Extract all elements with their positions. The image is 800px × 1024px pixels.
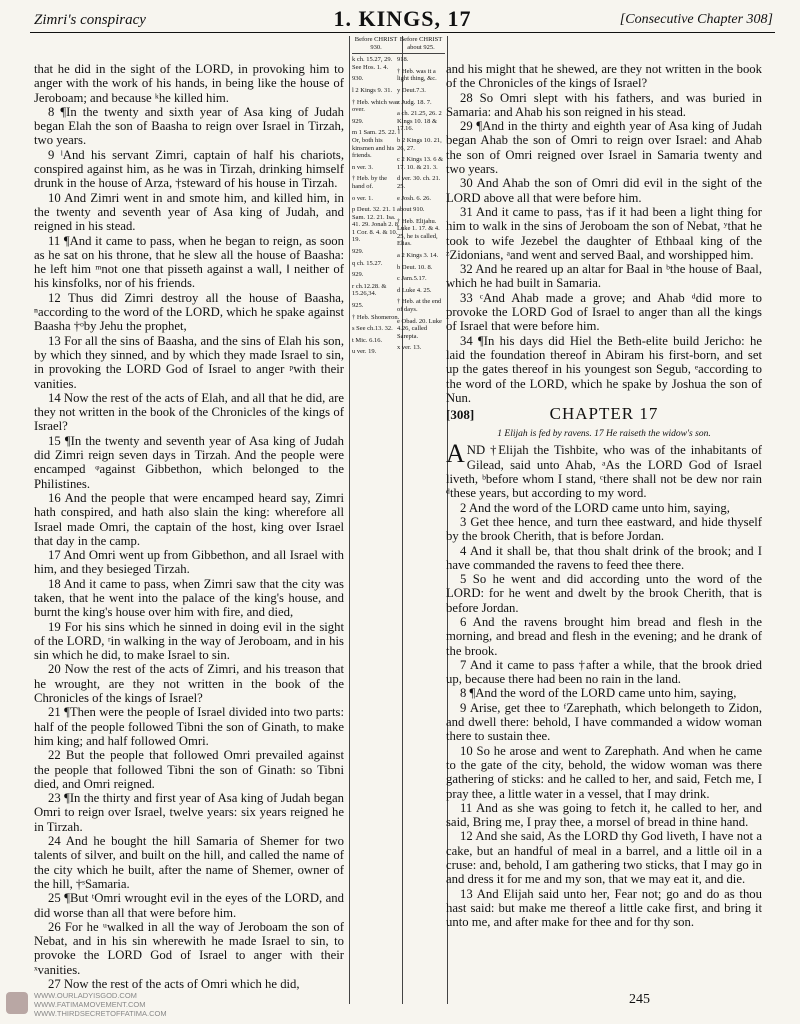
verse: 24 And he bought the hill Samaria of Shemer for two talents of silver, and built on the hill, and called the name of the city which he built, after the name of Shemer, owner of the hill, †ˢSamaria.: [34, 834, 344, 891]
verse: 30 And Ahab the son of Omri did evil in the sight of the LORD above all that were before him.: [446, 176, 762, 205]
margin-note: s See ch.13. 32.: [352, 325, 393, 333]
margin-note: a ch. 21.25, 26. 2 Kings 10. 18 & 17.16.: [397, 110, 442, 133]
margin-note: m 1 Sam. 25. 22. ‖ Or, both his kinsmen and his friends.: [352, 129, 400, 160]
margin-note: l 2 Kings 9. 31.: [352, 86, 393, 94]
chapter-summary: 1 Elijah is fed by ravens. 17 He raiseth the widow's son.: [497, 429, 711, 440]
verse: 27 Now the rest of the acts of Omri which he did,: [48, 977, 300, 991]
margin-note: p Deut. 32. 21. 1 Sam. 12. 21. Isa. 41. 29. Jonah 2. 8. 1 Cor. 8. 4. & 10. 19.: [352, 206, 400, 244]
header-right: [Consecutive Chapter 308]: [619, 12, 773, 27]
margin-note: † Heb. Shomeron.: [352, 313, 400, 321]
margin-note: 929.: [352, 271, 364, 279]
verse: 3 Get thee hence, and turn thee eastward, and hide thyself by the brook Cherith, that is before Jordan.: [446, 514, 762, 544]
verse: 10 So he arose and went to Zarephath. And when he came to the gate of the city, behold, the widow woman was there gathering of sticks: and he called to her, and said, Fetch me, I pray thee, a little water in a vessel, that I may drink.: [446, 743, 762, 801]
verse: 9 Arise, get thee to ᶠZarephath, which belongeth to Zidon, and dwell there: behold, I have commanded a widow woman there to sustain thee.: [446, 700, 762, 744]
right-margin-notes: [395, 36, 448, 1004]
verse: 4 And it shall be, that thou shalt drink of the brook; and I have commanded the ravens to feed thee there.: [446, 543, 762, 572]
verse: 18 And it came to pass, when Zimri saw that the city was taken, that he went into the palace of the king's house, and burnt the king's house over him with fire, and died,: [34, 576, 344, 620]
verse: 8 ¶And the word of the LORD came unto him, saying,: [460, 686, 737, 701]
verse: 13 And Elijah said unto her, Fear not; go and do as thou hast said: but make me thereof a little cake first, and bring it unto me, and after make for thee and for thy son.: [446, 886, 762, 930]
verse: and his might that he shewed, are they not written in the book of the Chronicles of the kings of Israel?: [446, 62, 762, 91]
margin-note: e Josh. 6. 26.: [397, 194, 431, 202]
margin-heading: Before CHRIST about 925.: [397, 36, 445, 54]
margin-note: t Mic. 6.16.: [352, 336, 383, 344]
verse: that he did in the sight of the LORD, in provoking him to anger with the work of his hands, in being like the house of Jeroboam; and because ᵏhe killed him.: [34, 62, 344, 105]
margin-note: z Judg. 18. 7.: [397, 98, 432, 106]
page-number: 245: [629, 992, 650, 1007]
margin-note: k ch. 15.27, 29. See Hos. 1. 4.: [352, 56, 393, 71]
chapter-title: CHAPTER 17: [549, 404, 659, 424]
verse: 5 So he went and did according unto the word of the LORD: for he went and dwelt by the brook Cherith, that is before Jordan.: [446, 572, 762, 615]
margin-note: c 2 Kings 13. 6 & 17. 10. & 21. 3.: [397, 156, 444, 171]
margin-heading: Before CHRIST 930.: [352, 36, 400, 54]
verse: 2 And the word of the LORD came unto him, saying,: [460, 500, 730, 515]
footer-url: WWW.THIRDSECRETOFFATIMA.COM: [34, 1009, 167, 1018]
margin-note: b Deut. 10. 8.: [397, 263, 433, 271]
verse: 22 But the people that followed Omri prevailed against the people that followed Tibni the son of Ginath: so Tibni died, and Omri reigned.: [34, 748, 344, 791]
verse: 34 ¶In his days did Hiel the Beth-elite build Jericho: he laid the foundation thereof in Abiram his first-born, and set up the gates thereof in his youngest son Segub, ᵉaccording to the word of the LORD, which he spake by Joshua the son of Nun.: [446, 333, 762, 405]
margin-note: u ver. 19.: [352, 348, 377, 356]
verse: 8 ¶In the twenty and sixth year of Asa king of Judah began Elah the son of Baasha to reign over Israel in Tirzah, two years.: [34, 104, 344, 148]
verse: 28 So Omri slept with his fathers, and was buried in Samaria: and Ahab his son reigned in his stead.: [446, 90, 762, 119]
header-left: Zimri's conspiracy: [34, 12, 146, 28]
logo-icon: [6, 992, 28, 1014]
margin-note: about 910.: [397, 206, 425, 214]
verse: 20 Now the rest of the acts of Zimri, and his treason that he wrought, are they not written in the book of the Chronicles of the kings of Israel?: [34, 662, 344, 706]
margin-note: 929.: [352, 248, 364, 256]
margin-note: † Heb. which was over.: [352, 98, 399, 114]
verse: 31 And it came to pass, †as if it had been a light thing for him to walk in the sins of Jeroboam the son of Nebat, ʸthat he took to wife Jezebel the daughter of Ethbaal king of the ᶻZidonians, ᵃand went and served Baal, and worshipped him.: [446, 204, 762, 262]
margin-note: † Heb. by the hand of.: [352, 175, 388, 190]
margin-note: † Heb. was it a light thing, &c.: [397, 67, 437, 83]
verse: 6 And the ravens brought him bread and flesh in the morning, and bread and flesh in the evening; and he drank of the brook.: [446, 614, 762, 658]
verse: 19 For his sins which he sinned in doing evil in the sight of the LORD, ʳin walking in the way of Jeroboam, and in his sin which he did, to make Israel to sin.: [34, 619, 344, 663]
margin-note: y Deut.7.3.: [397, 86, 426, 94]
footer-urls: [34, 991, 167, 1018]
margin-note: † Heb. at the end of days.: [397, 298, 442, 314]
verse: 14 Now the rest of the acts of Elah, and all that he did, are they not written in the book of the Chronicles of the kings of Israel?: [34, 390, 344, 434]
margin-note: o ver. 1.: [352, 194, 373, 202]
verse: 32 And he reared up an altar for Baal in ᵇthe house of Baal, which he had built in Samaria.: [446, 262, 762, 291]
margin-note: b 2 Kings 10. 21, 26, 27.: [397, 136, 442, 152]
verse: 29 ¶And in the thirty and eighth year of Asa king of Judah began Ahab the son of Omri to reign over Israel: and Ahab the son of Omri reigned over Israel in Samaria twenty and two years.: [446, 119, 762, 177]
verse: AND †Elijah the Tishbite, who was of the inhabitants of Gilead, said unto Ahab, ᵃAs the LORD God of Israel liveth, ᵇbefore whom I stand, ᶜthere shall not be dew nor rain ᵈthese years, but according to my word.: [446, 439, 762, 501]
margin-note: d Luke 4. 25.: [397, 286, 432, 294]
margin-note: † Heb. Elijahu. Luke 1. 17. & 4. 25, he is called, Elias.: [397, 217, 440, 248]
verse: 12 And she said, As the LORD thy God liveth, I have not a cake, but an handful of meal in a barrel, and a little oil in a cruse: and, behold, I am gathering two sticks, that I may go in and dress it for me and my son, that we may eat it, and die.: [446, 829, 762, 887]
chapter-heading: [446, 406, 762, 426]
chapter-number: [308]: [446, 407, 475, 423]
verse: 11 And as she was going to fetch it, he called to her, and said, Bring me, I pray thee, a morsel of bread in thine hand.: [446, 800, 762, 830]
footer-url: WWW.OURLADYISGOD.COM: [34, 991, 137, 1000]
margin-note: x ver. 13.: [397, 344, 422, 352]
margin-note: q ch. 15.27.: [352, 259, 383, 267]
verse: 23 ¶In the thirty and first year of Asa king of Judah began Omri to reign over Israel, twelve years: six years reigned he in Tirzah.: [34, 791, 344, 834]
margin-note: 925.: [352, 302, 364, 310]
verse: 33 ᶜAnd Ahab made a grove; and Ahab ᵈdid more to provoke the LORD God of Israel to anger than all the kings of Israel that were before him.: [446, 290, 762, 334]
margin-note: r ch.12.28. & 15.26,34.: [352, 282, 387, 298]
margin-note: 930.: [352, 75, 364, 83]
page-header: [30, 6, 775, 33]
footer-url: WWW.FATIMAMOVEMENT.COM: [34, 1000, 146, 1009]
verse: 9 ˡAnd his servant Zimri, captain of half his chariots, conspired against him, as he was in Tirzah, drinking himself drunk in the house of Arza, †steward of his house in Tirzah.: [34, 147, 344, 191]
verse: 25 ¶But ᵗOmri wrought evil in the eyes of the LORD, and did worse than all that were before him.: [34, 891, 344, 920]
verse: 13 For all the sins of Baasha, and the sins of Elah his son, by which they sinned, and by which they made Israel to sin, in provoking the LORD God of Israel to anger ᵖwith their vanities.: [34, 333, 344, 391]
verse: 11 ¶And it came to pass, when he began to reign, as soon as he sat on his throne, that he slew all the house of Baasha: he left him ᵐnot one that pisseth against a wall, ‖ neither of his kinsfolks, nor of his friends.: [34, 233, 344, 291]
verse: 15 ¶In the twenty and seventh year of Asa king of Judah did Zimri reign seven days in Tirzah. And the people were encamped ᵠagainst Gibbethon, which belonged to the Philistines.: [34, 433, 344, 491]
verse: 26 For he ᵘwalked in all the way of Jeroboam the son of Nebat, and in his sin wherewith he made Israel to sin, to provoke the LORD God of Israel to anger with their ˣvanities.: [34, 919, 344, 977]
margin-note: n ver. 3.: [352, 163, 373, 171]
verse: 12 Thus did Zimri destroy all the house of Baasha, ⁿaccording to the word of the LORD, which he spake against Baasha †ᵒby Jehu the prophet,: [34, 290, 344, 334]
verse: 21 ¶Then were the people of Israel divided into two parts: half of the people followed Tibni the son of Ginath, to make him king; and half followed Omri.: [34, 705, 344, 748]
verse: 10 And Zimri went in and smote him, and killed him, in the twenty and seventh year of Asa king of Judah, and reigned in his stead.: [34, 190, 344, 234]
margin-note: a 2 Kings 3. 14.: [397, 252, 439, 260]
verse: 16 And the people that were encamped heard say, Zimri hath conspired, and hath also slain the king: wherefore all Israel made Omri, the captain of the host, king over Israel that day in the camp.: [34, 490, 344, 548]
verse: 7 And it came to pass †after a while, that the brook dried up, because there had been no rain in the land.: [446, 657, 762, 687]
margin-note: d ver. 30. ch. 21. 25.: [397, 175, 441, 190]
margin-note: 918.: [397, 56, 409, 64]
footer: [6, 984, 246, 1020]
left-column: [34, 62, 344, 991]
margin-note: c Jam.5.17.: [397, 275, 427, 283]
right-column: [446, 62, 762, 930]
margin-note: e Obad. 20. Luke 4.26, called Sarepta.: [397, 317, 442, 340]
margin-note: 929.: [352, 117, 364, 125]
verse: 17 And Omri went up from Gibbethon, and all Israel with him, and they besieged Tirzah.: [34, 548, 344, 577]
header-center: 1. KINGS, 17: [333, 6, 472, 31]
